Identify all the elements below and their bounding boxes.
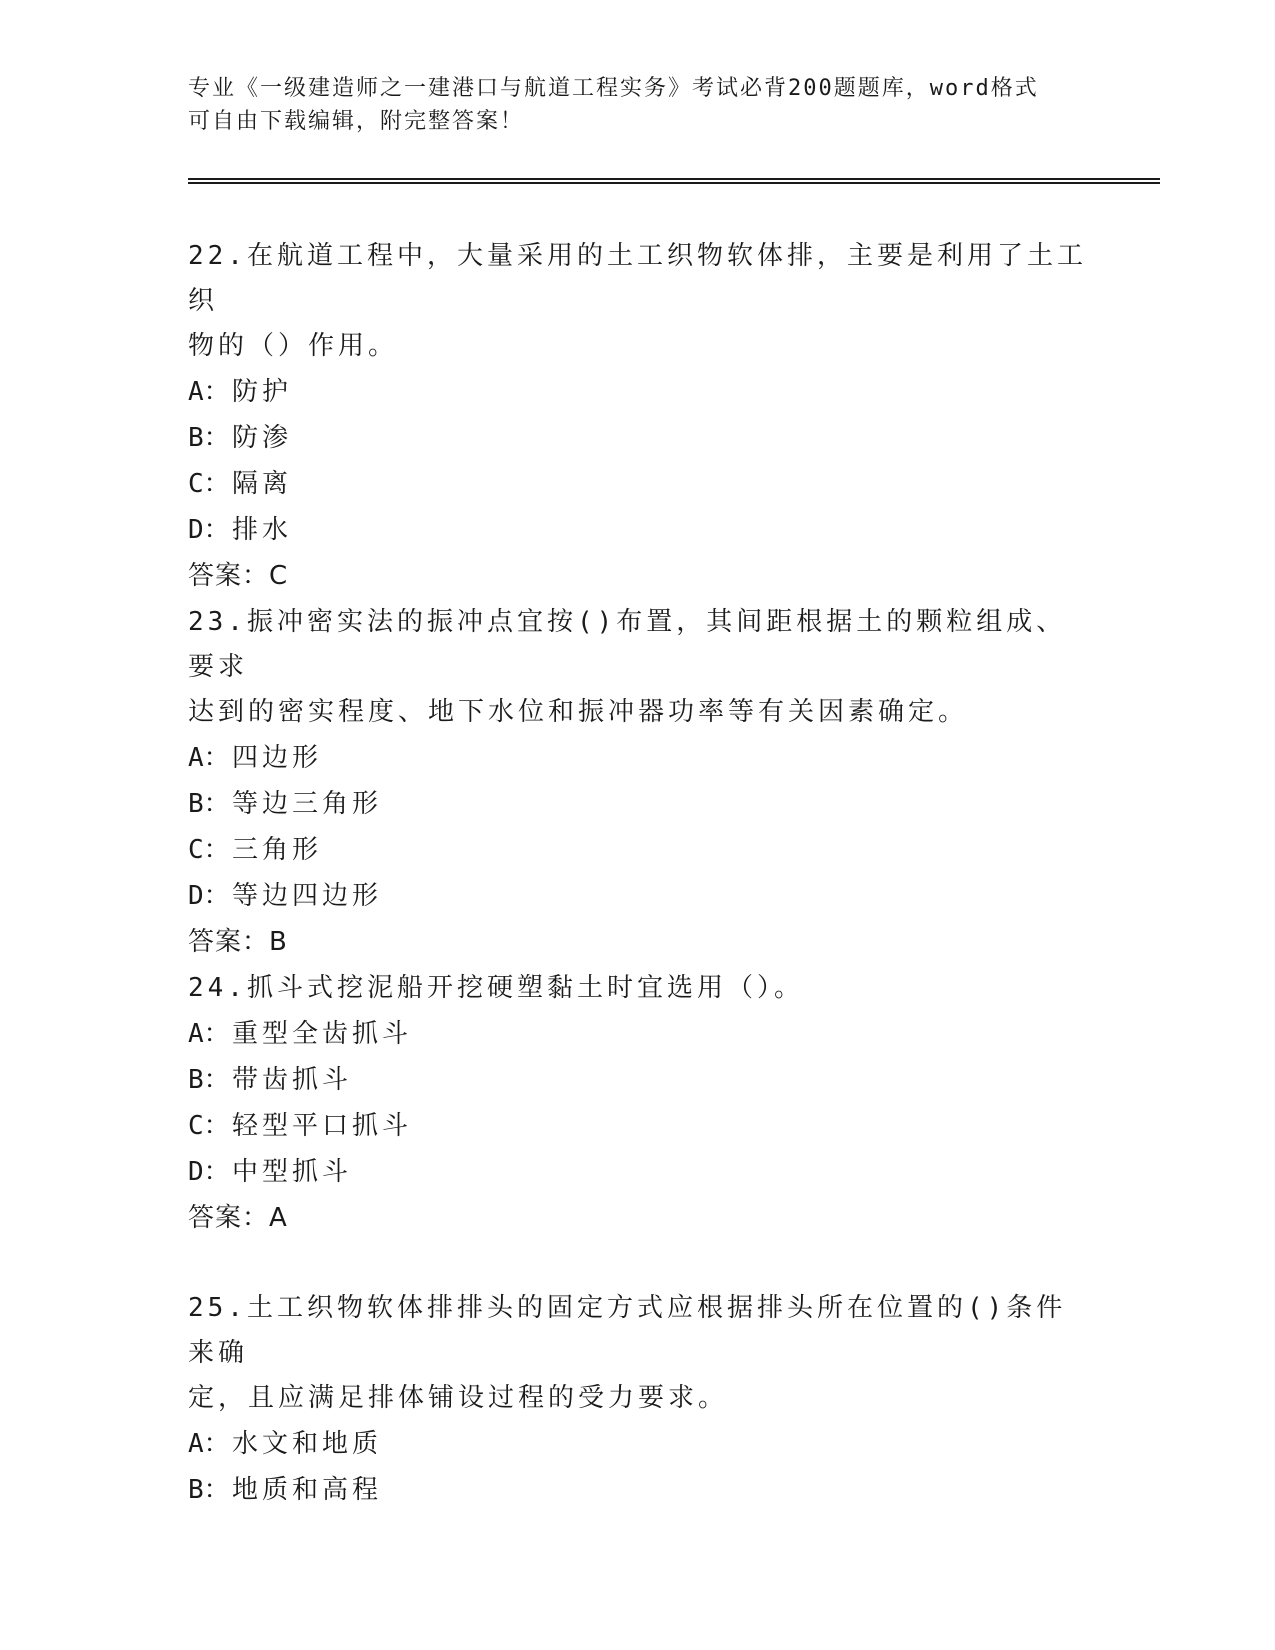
header-line-1: 专业《一级建造师之一建港口与航道工程实务》考试必背200题题库，word格式 xyxy=(188,76,1039,101)
question-stem-line: 定，且应满足排体铺设过程的受力要求。 xyxy=(188,1383,729,1413)
question-stem-line: 22.在航道工程中，大量采用的土工织物软体排，主要是利用了土工织 xyxy=(188,241,1087,316)
question-24 xyxy=(188,966,1088,1241)
option-text: 等边三角形 xyxy=(232,789,383,819)
option-text: 防护 xyxy=(232,377,293,407)
question-22 xyxy=(188,234,1088,599)
option-letter: B： xyxy=(188,789,230,819)
option-d xyxy=(188,873,1088,919)
option-text: 三角形 xyxy=(232,835,323,865)
option-b xyxy=(188,1467,1088,1513)
option-b xyxy=(188,1057,1088,1103)
option-a xyxy=(188,1011,1088,1057)
question-25 xyxy=(188,1286,1088,1513)
question-stem xyxy=(188,234,1088,369)
option-c xyxy=(188,827,1088,873)
header-divider xyxy=(188,178,1160,184)
question-stem xyxy=(188,1286,1088,1421)
option-text: 排水 xyxy=(232,515,293,545)
option-a xyxy=(188,369,1088,415)
option-text: 地质和高程 xyxy=(232,1475,383,1505)
option-a xyxy=(188,1421,1088,1467)
option-letter: C： xyxy=(188,469,230,499)
option-letter: B： xyxy=(188,1065,230,1095)
option-letter: D： xyxy=(188,1157,230,1187)
option-text: 防渗 xyxy=(232,423,293,453)
option-letter: A： xyxy=(188,1429,230,1459)
answer-line: 答案：C xyxy=(188,561,289,591)
option-letter: C： xyxy=(188,835,230,865)
option-d xyxy=(188,1149,1088,1195)
option-letter: A： xyxy=(188,377,230,407)
option-c xyxy=(188,461,1088,507)
question-stem-line: 24.抓斗式挖泥船开挖硬塑黏土时宜选用（）。 xyxy=(188,973,804,1003)
option-b xyxy=(188,781,1088,827)
option-text: 重型全齿抓斗 xyxy=(232,1019,413,1049)
question-23 xyxy=(188,600,1088,965)
option-letter: D： xyxy=(188,881,230,911)
option-text: 隔离 xyxy=(232,469,293,499)
option-text: 轻型平口抓斗 xyxy=(232,1111,413,1141)
answer-line: 答案：B xyxy=(188,927,288,957)
option-letter: A： xyxy=(188,1019,230,1049)
option-b xyxy=(188,415,1088,461)
option-a xyxy=(188,735,1088,781)
option-letter: B： xyxy=(188,423,230,453)
question-stem-line: 25.土工织物软体排排头的固定方式应根据排头所在位置的()条件来确 xyxy=(188,1293,1067,1368)
document-header xyxy=(188,72,1088,138)
question-stem-line: 23.振冲密实法的振冲点宜按()布置，其间距根据土的颗粒组成、要求 xyxy=(188,607,1067,682)
option-text: 中型抓斗 xyxy=(232,1157,353,1187)
header-line-2: 可自由下载编辑，附完整答案！ xyxy=(188,109,525,134)
option-letter: D： xyxy=(188,515,230,545)
option-text: 水文和地质 xyxy=(232,1429,383,1459)
answer-line: 答案：A xyxy=(188,1203,288,1233)
question-stem-line: 物的（）作用。 xyxy=(188,331,399,361)
option-letter: A： xyxy=(188,743,230,773)
option-c xyxy=(188,1103,1088,1149)
option-text: 等边四边形 xyxy=(232,881,383,911)
question-stem xyxy=(188,600,1088,735)
option-letter: B： xyxy=(188,1475,230,1505)
option-d xyxy=(188,507,1088,553)
option-text: 带齿抓斗 xyxy=(232,1065,353,1095)
option-letter: C： xyxy=(188,1111,230,1141)
question-stem xyxy=(188,966,1088,1011)
option-text: 四边形 xyxy=(232,743,323,773)
question-stem-line: 达到的密实程度、地下水位和振冲器功率等有关因素确定。 xyxy=(188,697,969,727)
